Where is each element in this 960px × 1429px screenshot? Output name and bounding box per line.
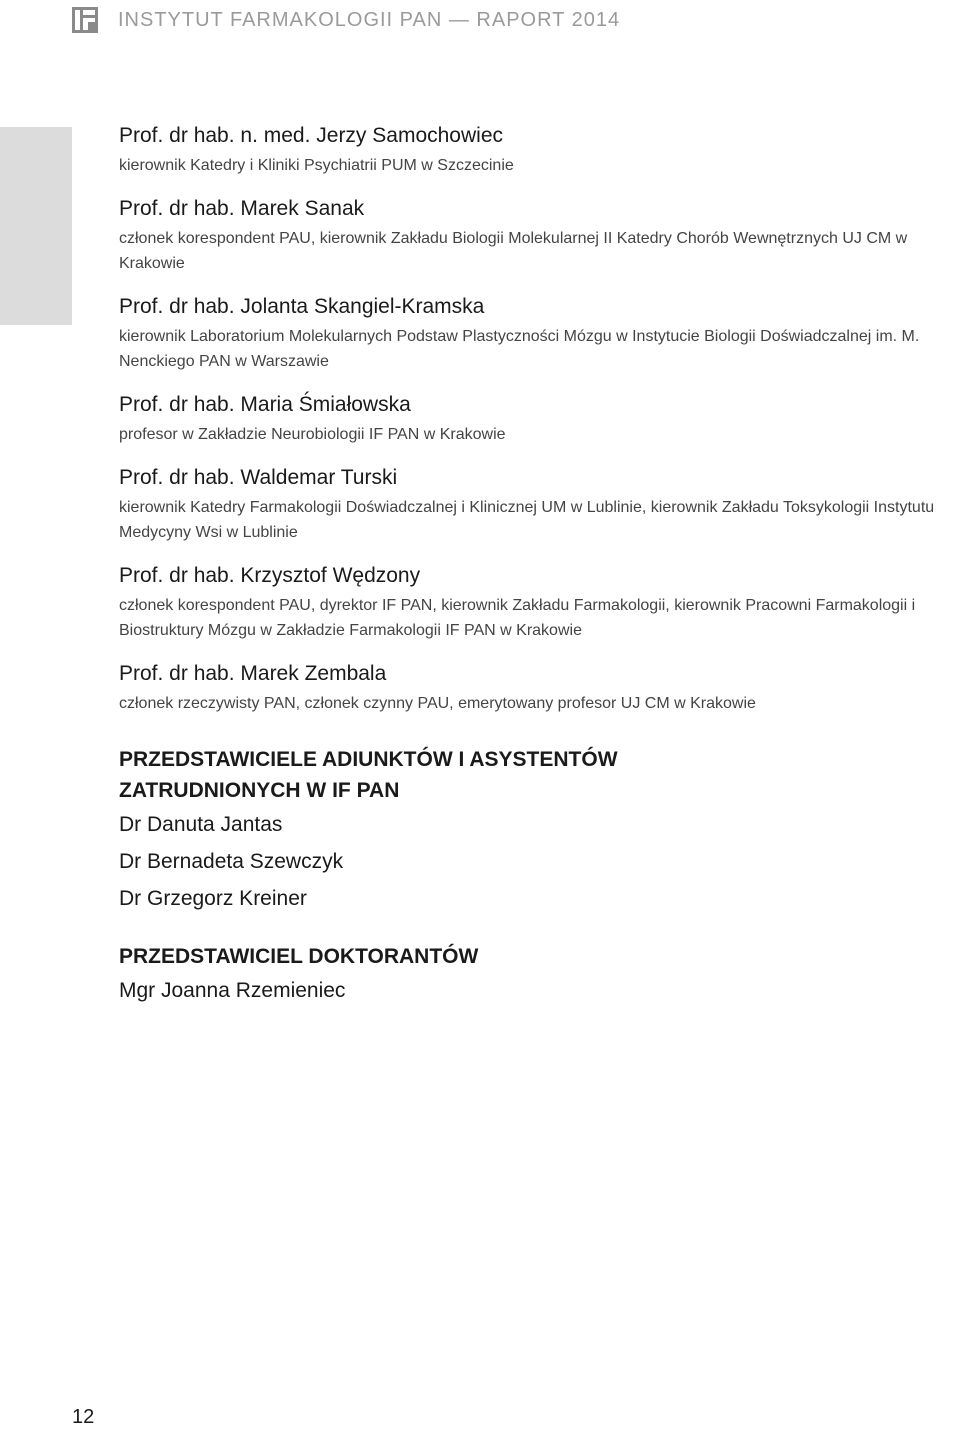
person-entry bbox=[119, 119, 949, 178]
person-entry bbox=[119, 657, 949, 716]
person-name: Prof. dr hab. Maria Śmiałowska bbox=[119, 393, 411, 416]
page-number: 12 bbox=[72, 1406, 95, 1428]
person-description: członek korespondent PAU, dyrektor IF PAN, kierownik Zakładu Farmakologii, kierownik Pracowni Farmakologii i Biostruktury Mózgu w Zakładzie Farmakologii IF PAN w Krakowie bbox=[119, 597, 916, 639]
person-entry bbox=[119, 388, 949, 447]
person-name: Prof. dr hab. Krzysztof Wędzony bbox=[119, 564, 421, 587]
person-entry bbox=[119, 461, 949, 545]
person-name: Prof. dr hab. Marek Zembala bbox=[119, 662, 387, 685]
person-name: Prof. dr hab. Marek Sanak bbox=[119, 197, 365, 220]
section-title: PRZEDSTAWICIEL DOKTORANTÓW bbox=[119, 945, 479, 968]
page-header bbox=[72, 6, 620, 34]
person-description: członek korespondent PAU, kierownik Zakładu Biologii Molekularnej II Katedry Chorób Wewnętrznych UJ CM w Krakowie bbox=[119, 230, 908, 272]
person-description: kierownik Katedry i Kliniki Psychiatrii PUM w Szczecinie bbox=[119, 157, 514, 174]
person-entry bbox=[119, 290, 949, 374]
person-name: Prof. dr hab. Waldemar Turski bbox=[119, 466, 398, 489]
section-title-line-2: ZATRUDNIONYCH W IF PAN bbox=[119, 779, 400, 802]
person-description: członek rzeczywisty PAN, członek czynny PAU, emerytowany profesor UJ CM w Krakowie bbox=[119, 695, 756, 712]
person-name: Prof. dr hab. Jolanta Skangiel-Kramska bbox=[119, 295, 485, 318]
person-entry bbox=[119, 559, 949, 643]
member-name: Dr Bernadeta Szewczyk bbox=[119, 850, 344, 873]
section-title-line-1: PRZEDSTAWICIELE ADIUNKTÓW I ASYSTENTÓW bbox=[119, 748, 618, 771]
side-decoration-block bbox=[0, 127, 72, 325]
main-content bbox=[119, 119, 949, 1009]
person-description: profesor w Zakładzie Neurobiologii IF PAN w Krakowie bbox=[119, 426, 506, 443]
adjuncts-section bbox=[119, 744, 949, 917]
member-name: Dr Grzegorz Kreiner bbox=[119, 887, 307, 910]
person-name: Prof. dr hab. n. med. Jerzy Samochowiec bbox=[119, 124, 503, 147]
person-description: kierownik Katedry Farmakologii Doświadczalnej i Klinicznej UM w Lublinie, kierownik Zakładu Toksykologii Instytutu Medycyny Wsi w Lublinie bbox=[119, 499, 935, 541]
header-title: INSTYTUT FARMAKOLOGII PAN — RAPORT 2014 bbox=[118, 8, 621, 31]
member-name: Dr Danuta Jantas bbox=[119, 813, 283, 836]
member-name: Mgr Joanna Rzemieniec bbox=[119, 979, 346, 1002]
institute-logo-icon bbox=[72, 7, 98, 33]
phd-section bbox=[119, 941, 949, 1009]
person-description: kierownik Laboratorium Molekularnych Podstaw Plastyczności Mózgu w Instytucie Biologii Doświadczalnej im. M. Nenckiego PAN w Warszawie bbox=[119, 328, 920, 370]
person-entry bbox=[119, 192, 949, 276]
